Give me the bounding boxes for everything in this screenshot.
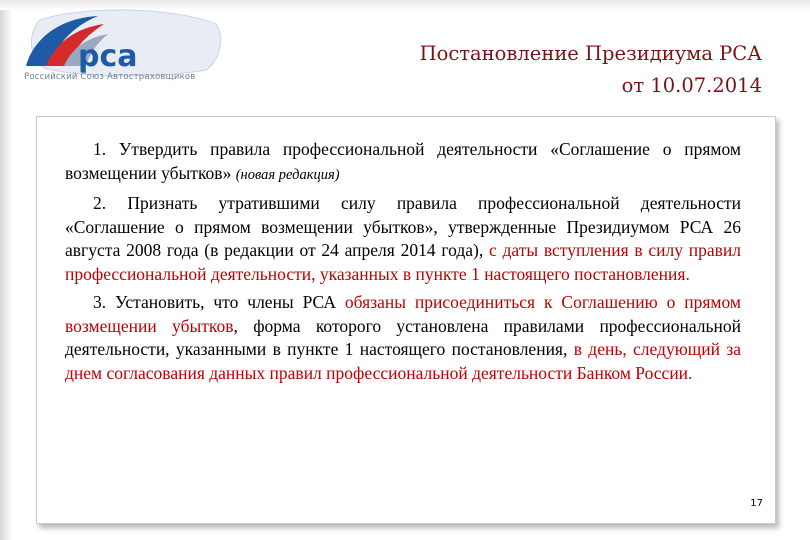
paragraph-2 bbox=[65, 192, 741, 286]
title-line-1: Постановление Президиума РСА bbox=[419, 42, 762, 65]
logo-brand-text: рса bbox=[78, 39, 138, 74]
resolution-text bbox=[65, 138, 741, 390]
p1-note: (новая редакция) bbox=[235, 166, 340, 183]
paragraph-3 bbox=[65, 291, 741, 385]
page-number: 17 bbox=[750, 498, 763, 509]
content-panel bbox=[36, 116, 776, 524]
p2-red: с даты вступления в силу правил профессиональной деятельности, указанных в пункте 1 настоящего постановления. bbox=[65, 240, 742, 284]
p3-black-1: 3. Установить, что члены РСА bbox=[93, 292, 336, 312]
left-edge-shade bbox=[0, 0, 13, 540]
slide-title bbox=[420, 38, 762, 102]
p3-red-1: обязаны присоединиться к Соглашению о прямом возмещении убытков bbox=[65, 292, 741, 336]
logo-caption: Российский Союз Автостраховщиков bbox=[24, 72, 196, 82]
p1-main: 1. Утвердить правила профессиональной деятельности «Соглашение о прямом возмещении убытков» bbox=[65, 139, 741, 183]
p2-black: 2. Признать утратившими силу правила профессиональной деятельности «Соглашение о прямом возмещении убытков», утвержденные Президиумом РСА 26 августа 2008 года (в редакции от 24 апреля 2014 года), bbox=[65, 193, 741, 260]
paragraph-1 bbox=[65, 138, 741, 187]
p3-red-2: в день, следующий за днем согласования данных правил профессиональной деятельности Банком России. bbox=[65, 339, 742, 383]
p3-black-2: , форма которого установлена правилами профессиональной деятельности, указанными в пункте 1 настоящего постановления, bbox=[65, 315, 741, 359]
title-line-2: от 10.07.2014 bbox=[621, 74, 762, 97]
rsa-logo-graphic bbox=[20, 8, 230, 78]
rsa-logo bbox=[20, 8, 230, 108]
